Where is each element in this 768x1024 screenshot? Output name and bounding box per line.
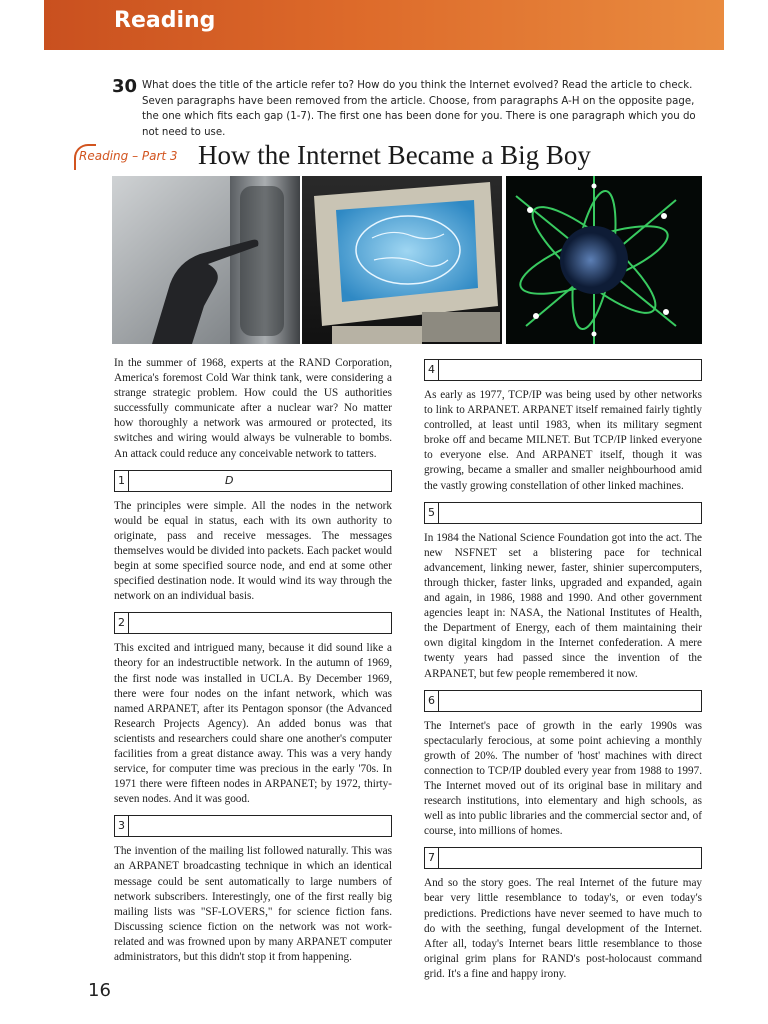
- article-paragraph: This excited and intrigued many, because it did sound like a theory for an indestructible network. In the autumn of 1969, the first node was installed in UCLA. By December 1969, there were four nodes on the infant network, which was named ARPANET, after its Pentagon sponsor (the Advanced Research Projects Agency). An added bonus was that scientists and researchers could share one another's computer facilities from a great distance away. This was a very handy service, for computer time was precious in the early '70s. In 1971 there were fifteen nodes in ARPANET; by 1972, thirty-seven nodes. And it was good.: [114, 642, 392, 806]
- gap-number: 4: [425, 360, 439, 380]
- gap-box-2[interactable]: [114, 612, 392, 634]
- gap-number: 2: [115, 613, 129, 633]
- gap-box-3[interactable]: [114, 815, 392, 837]
- article-paragraph: The invention of the mailing list followed naturally. This was an ARPANET broadcasting technique in which an identical message could be sent automatically to large numbers of network subscribers. Interestingly, one of the first really big mailing lists was "SF-LOVERS," for science fiction fans. Discussing science fiction on the network was not work-related and was frowned upon by many ARPANET computer administrators, but this didn't stop it from happening.: [114, 845, 392, 963]
- gap-box-6[interactable]: [424, 690, 702, 712]
- gap-number: 6: [425, 691, 439, 711]
- article-paragraph: The principles were simple. All the nodes in the network would be equal in status, each with its own authority to originate, pass and receive messages. The messages themselves would be divided into packets. Each packet would begin at some specified source node, and end at some other specified destination node. It would wind its way through the network on an individual basis.: [114, 499, 392, 603]
- gap-number: 1: [115, 471, 129, 491]
- gap-number: 7: [425, 848, 439, 868]
- section-label: Reading – Part 3: [79, 149, 178, 163]
- article-paragraph: The Internet's pace of growth in the early 1990s was spectacularly ferocious, at some point achieving a monthly growth of 20%. The number of 'host' machines with direct connection to TCP/IP doubled every year from 1988 to 1997. The Internet moved out of its original base in military and research institutions, into elementary and high schools, as well as into public libraries and the commercial sector and, of course, into millions of homes.: [424, 719, 702, 838]
- pointing-hand-photo: [112, 176, 300, 344]
- gap-number: 3: [115, 816, 129, 836]
- gap-box-4[interactable]: [424, 359, 702, 381]
- gap-box-5[interactable]: [424, 502, 702, 524]
- gap-number: 5: [425, 503, 439, 523]
- banner-title: Reading: [114, 8, 216, 33]
- task-number: 30: [112, 76, 138, 97]
- article-right-column: [424, 356, 702, 982]
- network-globe-photo: [506, 176, 702, 344]
- task-instructions: [112, 78, 712, 140]
- article-left-column: [114, 356, 392, 965]
- article-title: How the Internet Became a Big Boy: [198, 140, 591, 170]
- photo-strip: [112, 176, 702, 344]
- page-number: 16: [88, 980, 111, 1001]
- article-paragraph: As early as 1977, TCP/IP was being used by other networks to link to ARPANET. ARPANET itself remained fairly tightly controlled, at least until 1983, when its military segment broke off and became MILNET. But TCP/IP linked everyone to everyone else. And ARPANET itself, though it was growing, became a smaller and smaller neighbourhood amid the vastly growing constellation of other linked machines.: [424, 389, 702, 492]
- gap-box-1[interactable]: [114, 470, 392, 492]
- computer-monitor-globe-photo: [302, 176, 502, 344]
- article-paragraph: And so the story goes. The real Internet of the future may bear very little resemblance to today's, or even today's predictions. Predictions have never seemed to have much to do with the seething, fungal development of the Internet. After all, today's Internet bears little resemblance to those original grim plans for RAND's post-holocaust command grid. It's a fine and happy irony.: [424, 877, 702, 980]
- gap-box-7[interactable]: [424, 847, 702, 869]
- gap-answer: D: [225, 473, 234, 487]
- article-paragraph: In 1984 the National Science Foundation got into the act. The new NSFNET set a blistering pace for technical advancement, linking newer, faster, shinier supercomputers, through thicker, faster links, upgraded and expanded, again and again, in 1986, 1988 and 1990. And other government agencies leapt in: NASA, the National Institutes of Health, the Department of Energy, each of them maintaining their own digital kingdom in the Internet confederation. A mere twenty years had passed since the invention of the ARPANET, but few people remembered it now.: [424, 531, 702, 680]
- article-paragraph: In the summer of 1968, experts at the RAND Corporation, America's foremost Cold War think tank, were considering a strange strategic problem. How could the US authorities successfully communicate after a nuclear war? No matter how thoroughly a network was armoured or protected, its switches and wiring would always be vulnerable to bombs. An attack could reduce any conceivable network to tatters.: [114, 357, 392, 460]
- task-text: What does the title of the article refer to? How do you think the Internet evolved? Read the article to check. Seven paragraphs have been removed from the article. Choose, from paragraphs A-H on the opposite page, the one which fits each gap (1-7). The first one has been done for you. There is one paragraph which you do not need to use.: [142, 80, 696, 138]
- section-banner: [44, 0, 724, 50]
